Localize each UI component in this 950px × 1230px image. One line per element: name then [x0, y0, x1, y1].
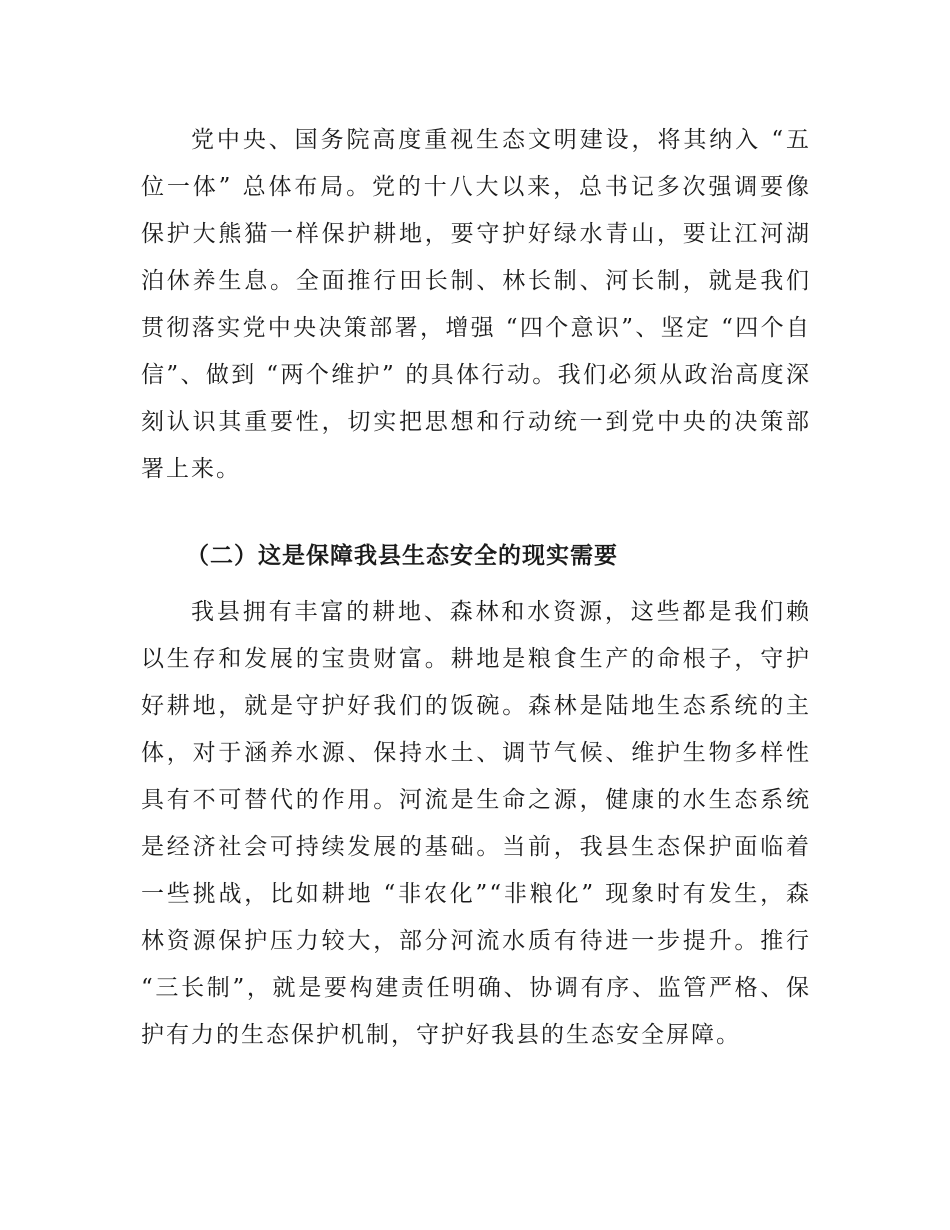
section-heading: （二）这是保障我县生态安全的现实需要: [186, 543, 618, 569]
body-paragraph: 党中央、国务院高度重视生态文明建设，将其纳入 “五位一体” 总体布局。党的十八大以来，总书记多次强调要像保护大熊猫一样保护耕地，要守护好绿水青山，要让江河湖泊休养生息。全面推行田长制、林长制、河长制，就是我们贯彻落实党中央决策部署，增强 “四个意识”、坚定 “四个自信”、做到 “两个维护” 的具体行动。我们必须从政治高度深刻认识其重要性，切实把思想和行动统一到党中央的决策部署上来。: [141, 127, 811, 482]
body-paragraph: 我县拥有丰富的耕地、森林和水资源，这些都是我们赖以生存和发展的宝贵财富。耕地是粮食生产的命根子，守护好耕地，就是守护好我们的饭碗。森林是陆地生态系统的主体，对于涵养水源、保持水土、调节气候、维护生物多样性具有不可替代的作用。河流是生命之源，健康的水生态系统是经济社会可持续发展的基础。当前，我县生态保护面临着一些挑战，比如耕地 “非农化”“非粮化” 现象时有发生，森林资源保护压力较大，部分河流水质有待进一步提升。推行 “三长制”，就是要构建责任明确、协调有序、监管严格、保护有力的生态保护机制，守护好我县的生态安全屏障。: [141, 599, 811, 1048]
